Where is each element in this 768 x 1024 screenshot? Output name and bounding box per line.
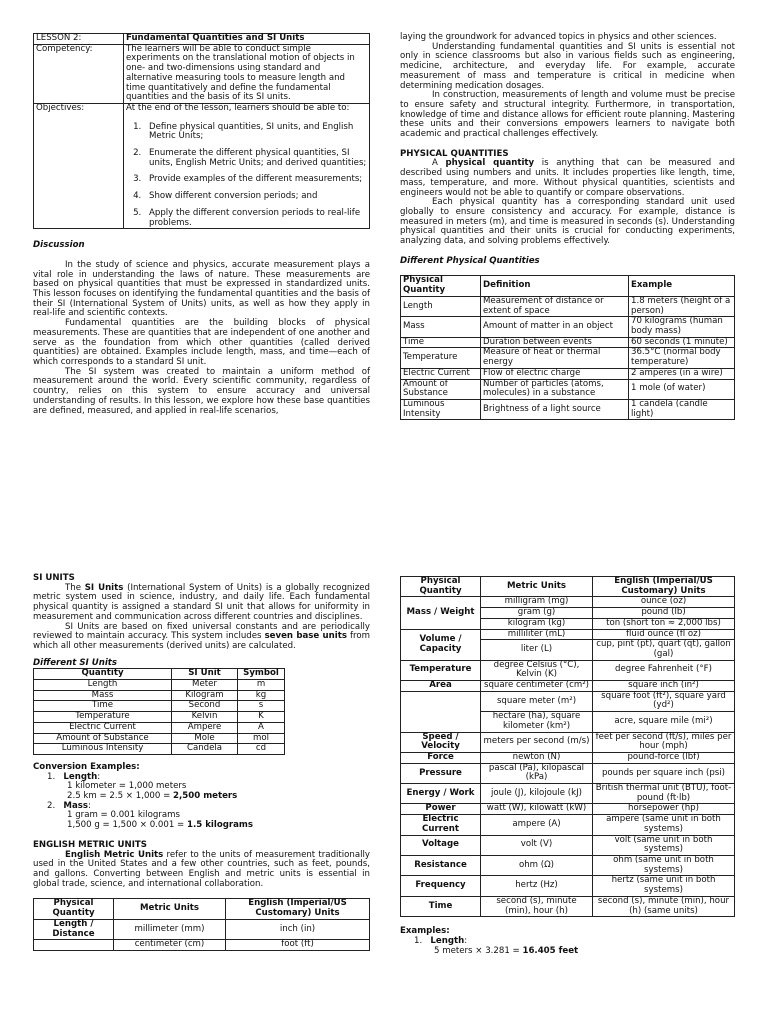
table-cell: Flow of electric charge (481, 368, 629, 379)
metric-unit-cell: milligram (mg) (481, 597, 593, 608)
conversion-examples-heading: Conversion Examples: (33, 761, 140, 772)
metric-unit-cell: watt (W), kilowatt (kW) (481, 804, 593, 815)
table-header: Physical Quantity (34, 899, 114, 919)
table-cell: Measure of heat or thermal energy (481, 348, 629, 368)
table-cell: Luminous Intensity (34, 744, 172, 755)
quantity-cell: Speed / Velocity (401, 732, 481, 752)
table-row (34, 680, 285, 691)
quantity-cell: Power (401, 804, 481, 815)
si-units-table (33, 668, 285, 755)
table-row (34, 744, 285, 755)
physical-quantity-paragraph (400, 159, 735, 198)
different-physical-quantities-heading: Different Physical Quantities (400, 255, 540, 266)
english-unit-cell: feet per second (ft/s), miles per hour (mph) (593, 732, 735, 752)
table-cell: Kelvin (172, 712, 238, 723)
english-unit-cell: ampere (same unit in both systems) (593, 815, 735, 835)
table-row (401, 691, 735, 711)
table-row (401, 876, 735, 896)
table-cell: centimeter (cm) (114, 940, 226, 951)
metric-unit-cell: volt (V) (481, 835, 593, 855)
table-cell: foot (ft) (226, 940, 370, 951)
table-row (34, 701, 285, 712)
text-run: 16.405 feet (522, 945, 579, 956)
body-paragraph: In construction, measurements of length and volume must be precise to ensure safety and structural integrity. Furthermore, in transportation, knowledge of time and distance allows for efficient route planning. Mastering these units and their conversions empowers learners to navigate both academic and practical challenges effectively. (400, 90, 735, 140)
table-row (34, 919, 370, 939)
metric-unit-cell: ohm (Ω) (481, 855, 593, 875)
table-cell: Mass (34, 690, 172, 701)
example-line (414, 947, 735, 957)
text-run: (International System of Units) is a globally recognized metric system used in science, industry, and daily life. Each fundamental physical quantity is assigned a standard SI unit that allows for uniformity in measurement and communication across different countries and disciplines. (33, 582, 370, 622)
table-cell: Time (34, 701, 172, 712)
objective-item: 3. Provide examples of the different measurements; (144, 175, 367, 185)
english-unit-cell: square foot (ft²), square yard (yd²) (593, 691, 735, 711)
metric-unit-cell: hertz (Hz) (481, 876, 593, 896)
metric-unit-cell: square meter (m²) (481, 691, 593, 711)
english-unit-cell: degree Fahrenheit (°F) (593, 660, 735, 680)
table-cell: s (238, 701, 285, 712)
table-cell: K (238, 712, 285, 723)
lesson-column (33, 33, 370, 416)
metric-unit-cell: kilogram (kg) (481, 618, 593, 629)
english-unit-cell: pounds per square inch (psi) (593, 763, 735, 783)
table-row (401, 629, 735, 640)
physical-quantities-table (400, 275, 735, 420)
units-comparison-column (400, 576, 735, 956)
table-row (401, 399, 735, 419)
quantity-cell: Force (401, 752, 481, 763)
table-row (401, 835, 735, 855)
text-run: SI Units are based on fixed universal constants and are periodically reviewed to maintain accuracy. This system includes (33, 621, 370, 642)
table-header: Example (629, 276, 735, 296)
table-row (401, 804, 735, 815)
metric-unit-cell: degree Celsius (°C), Kelvin (K) (481, 660, 593, 680)
table-cell: Measurement of distance or extent of space (481, 296, 629, 316)
table-cell: Meter (172, 680, 238, 691)
table-row (401, 379, 735, 399)
table-cell: Amount of Substance (34, 733, 172, 744)
table-row (401, 317, 735, 337)
english-unit-cell: hertz (same unit in both systems) (593, 876, 735, 896)
competency-label: Competency: (34, 44, 124, 103)
table-cell: Mass (401, 317, 481, 337)
table-cell: 2 amperes (in a wire) (629, 368, 735, 379)
objectives-list (144, 123, 367, 229)
table-cell: Length (401, 296, 481, 316)
table-cell: Duration between events (481, 337, 629, 348)
metric-unit-cell: newton (N) (481, 752, 593, 763)
table-header: Physical Quantity (401, 577, 481, 597)
table-row (34, 733, 285, 744)
table-cell: Electric Current (401, 368, 481, 379)
text-run: SI Units (84, 582, 124, 593)
table-cell: Kilogram (172, 690, 238, 701)
table-header: English (Imperial/US Customary) Units (593, 577, 735, 597)
english-unit-cell: cup, pint (pt), quart (qt), gallon (gal) (593, 640, 735, 660)
table-header: English (Imperial/US Customary) Units (226, 899, 370, 919)
competency-text: The learners will be able to conduct simple experiments on the translational motion of objects in one- and two-dimensions using standard and alternative measuring tools to measure length and time quantitatively and define the fundamental quantities and the basis of its SI units. (124, 44, 370, 103)
si-paragraph (33, 584, 370, 623)
quantity-cell: Mass / Weight (401, 597, 481, 629)
metric-unit-cell: ampere (A) (481, 815, 593, 835)
metric-unit-cell: milliliter (mL) (481, 629, 593, 640)
quantity-cell: Frequency (401, 876, 481, 896)
conversion-list (47, 773, 370, 831)
examples-list (414, 937, 735, 956)
text-run: Mass (63, 800, 88, 811)
text-run: 1.5 kilograms (187, 820, 253, 831)
si-table-heading: Different SI Units (33, 657, 117, 668)
table-cell: 1 candela (candle light) (629, 399, 735, 419)
objective-item: 5. Apply the different conversion periods to real-life problems. (144, 209, 367, 228)
table-cell: 36.5°C (normal body temperature) (629, 348, 735, 368)
objectives-label: Objectives: (34, 103, 124, 228)
text-run: Length (430, 935, 465, 946)
table-row (401, 784, 735, 804)
text-run: English Metric Units (65, 849, 164, 860)
table-header: Symbol (238, 669, 285, 680)
text-run: is anything that can be measured and described using numbers and units. It includes properties like length, time, mass, temperature, and more. Without physical quantities, scientists and engineers would not be able to quantify or compare observations. (400, 158, 735, 198)
objectives-intro: At the end of the lesson, learners should be able to: (126, 102, 350, 113)
conversion-item: 1. Length: (47, 771, 101, 782)
quantity-cell: Energy / Work (401, 784, 481, 804)
discussion-heading: Discussion (33, 240, 85, 251)
discussion-paragraph: In the study of science and physics, accurate measurement plays a vital role in understanding the laws of nature. These measurements are based on physical quantities that must be expressed in standardized units. This lesson focuses on identifying the fundamental quantities and the basis of their SI (International System of Units) units, as well as how they apply in real-life and scientific contexts. (33, 259, 370, 319)
si-units-heading: SI UNITS (33, 573, 75, 583)
english-metric-paragraph (33, 851, 370, 890)
body-paragraph: Understanding fundamental quantities and SI units is essential not only in science classrooms but also in various fields such as engineering, medicine, architecture, and everyday life. For example, accurate measurement of mass and temperature is critical in medicine when determining medication dosages. (400, 41, 735, 91)
english-unit-cell: British thermal unit (BTU), foot-pound (ft·lb) (593, 784, 735, 804)
text-run: seven base units (264, 631, 347, 642)
english-unit-cell: square inch (in²) (593, 681, 735, 692)
table-cell: 1.8 meters (height of a person) (629, 296, 735, 316)
table-row (34, 712, 285, 723)
table-cell: millimeter (mm) (114, 919, 226, 939)
english-unit-cell: acre, square mile (mi²) (593, 712, 735, 732)
text-run: 2.5 km = 2.5 × 1,000 = (67, 791, 174, 802)
metric-unit-cell: square centimeter (cm²) (481, 681, 593, 692)
table-cell: Luminous Intensity (401, 399, 481, 419)
text-run: A (432, 158, 446, 169)
table-cell: Brightness of a light source (481, 399, 629, 419)
right-top-column (400, 33, 735, 420)
quantity-cell (401, 691, 481, 732)
table-cell: Temperature (34, 712, 172, 723)
objective-item: 1. Define physical quantities, SI units, and English Metric Units; (144, 123, 367, 142)
table-row (401, 732, 735, 752)
table-cell: Number of particles (atoms, molecules) in a substance (481, 379, 629, 399)
table-row (401, 368, 735, 379)
english-unit-cell: second (s), minute (min), hour (h) (same units) (593, 896, 735, 916)
objective-item: 2. Enumerate the different physical quantities, SI units, English Metric Units; and derived quantities; (144, 149, 367, 168)
quantity-cell: Resistance (401, 855, 481, 875)
metric-unit-cell: joule (J), kilojoule (kJ) (481, 784, 593, 804)
table-row (401, 763, 735, 783)
lesson-label: LESSON 2: (34, 34, 124, 45)
table-cell: Time (401, 337, 481, 348)
metric-unit-cell: hectare (ha), square kilometer (km²) (481, 712, 593, 732)
table-row (401, 855, 735, 875)
table-cell: Mole (172, 733, 238, 744)
english-unit-cell: ounce (oz) (593, 597, 735, 608)
english-unit-cell: fluid ounce (fl oz) (593, 629, 735, 640)
text-run: Length (63, 771, 98, 782)
si-paragraph (33, 623, 370, 652)
english-unit-cell: pound-force (lbf) (593, 752, 735, 763)
english-unit-cell: volt (same unit in both systems) (593, 835, 735, 855)
discussion-paragraph: Fundamental quantities are the building blocks of physical measurements. These are quantities that are independent of one another and serve as the foundation from which other quantities (called derived quantities) are obtained. Examples include length, mass, and time—each of which corresponds to a standard SI unit. (33, 318, 370, 367)
table-cell: Length (34, 680, 172, 691)
units-comparison-table (400, 576, 735, 917)
discussion-paragraph: The SI system was created to maintain a uniform method of measurement around the world. Every scientific community, regardless of country, relies on this system to ensure accuracy and universal understanding of results. In this lesson, we explore how these base quantities are defined, measured, and applied in real-life scenarios, (33, 366, 370, 416)
table-row (401, 337, 735, 348)
table-cell: Electric Current (34, 722, 172, 733)
si-units-column (33, 574, 370, 951)
table-cell: Ampere (172, 722, 238, 733)
table-cell: inch (in) (226, 919, 370, 939)
table-header: Definition (481, 276, 629, 296)
table-header: Metric Units (114, 899, 226, 919)
table-cell: A (238, 722, 285, 733)
metric-unit-cell: second (s), minute (min), hour (h) (481, 896, 593, 916)
text-run: refer to the units of measurement traditionally used in the United States and a few other countries, such as feet, pounds, and gallons. Converting between English and metric units is essential in global trade, science, and international collaboration. (33, 849, 371, 889)
table-row (401, 348, 735, 368)
metric-unit-cell: pascal (Pa), kilopascal (kPa) (481, 763, 593, 783)
english-metric-heading: ENGLISH METRIC UNITS (33, 839, 147, 850)
table-cell: Length / Distance (34, 919, 114, 939)
table-row (401, 815, 735, 835)
table-cell: mol (238, 733, 285, 744)
table-cell: Amount of Substance (401, 379, 481, 399)
conversion-item: 2. Mass: (47, 800, 91, 811)
english-unit-cell: pound (lb) (593, 608, 735, 619)
lesson-info-table (33, 33, 370, 229)
conversion-line: 1 gram = 0.001 kilograms (67, 810, 180, 821)
text-run: 2,500 meters (173, 791, 238, 802)
lesson-title: Fundamental Quantities and SI Units (124, 34, 370, 45)
table-cell: 60 seconds (1 minute) (629, 337, 735, 348)
table-row (401, 681, 735, 692)
table-cell: kg (238, 690, 285, 701)
table-row (34, 722, 285, 733)
english-unit-cell: horsepower (hp) (593, 804, 735, 815)
table-header: Quantity (34, 669, 172, 680)
table-cell (34, 940, 114, 951)
table-header: Physical Quantity (401, 276, 481, 296)
quantity-cell: Electric Current (401, 815, 481, 835)
quantity-cell: Pressure (401, 763, 481, 783)
metric-unit-cell: meters per second (m/s) (481, 732, 593, 752)
conversion-line (47, 821, 370, 831)
table-row (34, 940, 370, 951)
table-cell: Candela (172, 744, 238, 755)
table-cell: 1 mole (of water) (629, 379, 735, 399)
table-row (34, 690, 285, 701)
table-row (401, 296, 735, 316)
objectives-cell (124, 103, 370, 228)
table-row (401, 896, 735, 916)
table-cell: 70 kilograms (human body mass) (629, 317, 735, 337)
quantity-cell: Temperature (401, 660, 481, 680)
quantity-cell: Area (401, 681, 481, 692)
quantity-cell: Time (401, 896, 481, 916)
table-row (401, 597, 735, 608)
text-run: physical quantity (445, 158, 535, 169)
metric-unit-cell: liter (L) (481, 640, 593, 660)
metric-unit-cell: gram (g) (481, 608, 593, 619)
body-paragraph: laying the groundwork for advanced topics in physics and other sciences. (400, 32, 717, 42)
physical-quantities-heading: PHYSICAL QUANTITIES (400, 148, 509, 159)
conversion-line (47, 792, 370, 802)
table-row (401, 752, 735, 763)
table-row (401, 660, 735, 680)
quantity-cell: Volume / Capacity (401, 629, 481, 660)
table-cell: Temperature (401, 348, 481, 368)
objective-item: 4. Show different conversion periods; and (144, 192, 367, 202)
table-cell: Second (172, 701, 238, 712)
english-unit-cell: ton (short ton ≈ 2,000 lbs) (593, 618, 735, 629)
table-cell: m (238, 680, 285, 691)
conversion-line: 1 kilometer = 1,000 meters (67, 781, 187, 792)
text-run: 5 meters × 3.281 = (434, 945, 523, 956)
examples-heading: Examples: (400, 926, 450, 937)
table-cell: cd (238, 744, 285, 755)
english-metric-table (33, 898, 370, 951)
text-run: The (65, 582, 85, 593)
table-header: Metric Units (481, 577, 593, 597)
table-cell: Amount of matter in an object (481, 317, 629, 337)
english-unit-cell: ohm (same unit in both systems) (593, 855, 735, 875)
example-item: 1. Length: (414, 935, 468, 946)
table-header: SI Unit (172, 669, 238, 680)
text-run: from which all other measurements (derived units) are calculated. (33, 631, 371, 651)
text-run: 1,500 g = 1,500 × 0.001 = (67, 820, 187, 831)
quantity-cell: Voltage (401, 835, 481, 855)
physical-quantity-paragraph: Each physical quantity has a corresponding standard unit used globally to ensure consistency and accuracy. For example, distance is measured in meters (m), and time is measured in seconds (s). Understanding physical quantities and their units is crucial for conducting experiments, analyzing data, and solving problems effectively. (400, 197, 735, 247)
